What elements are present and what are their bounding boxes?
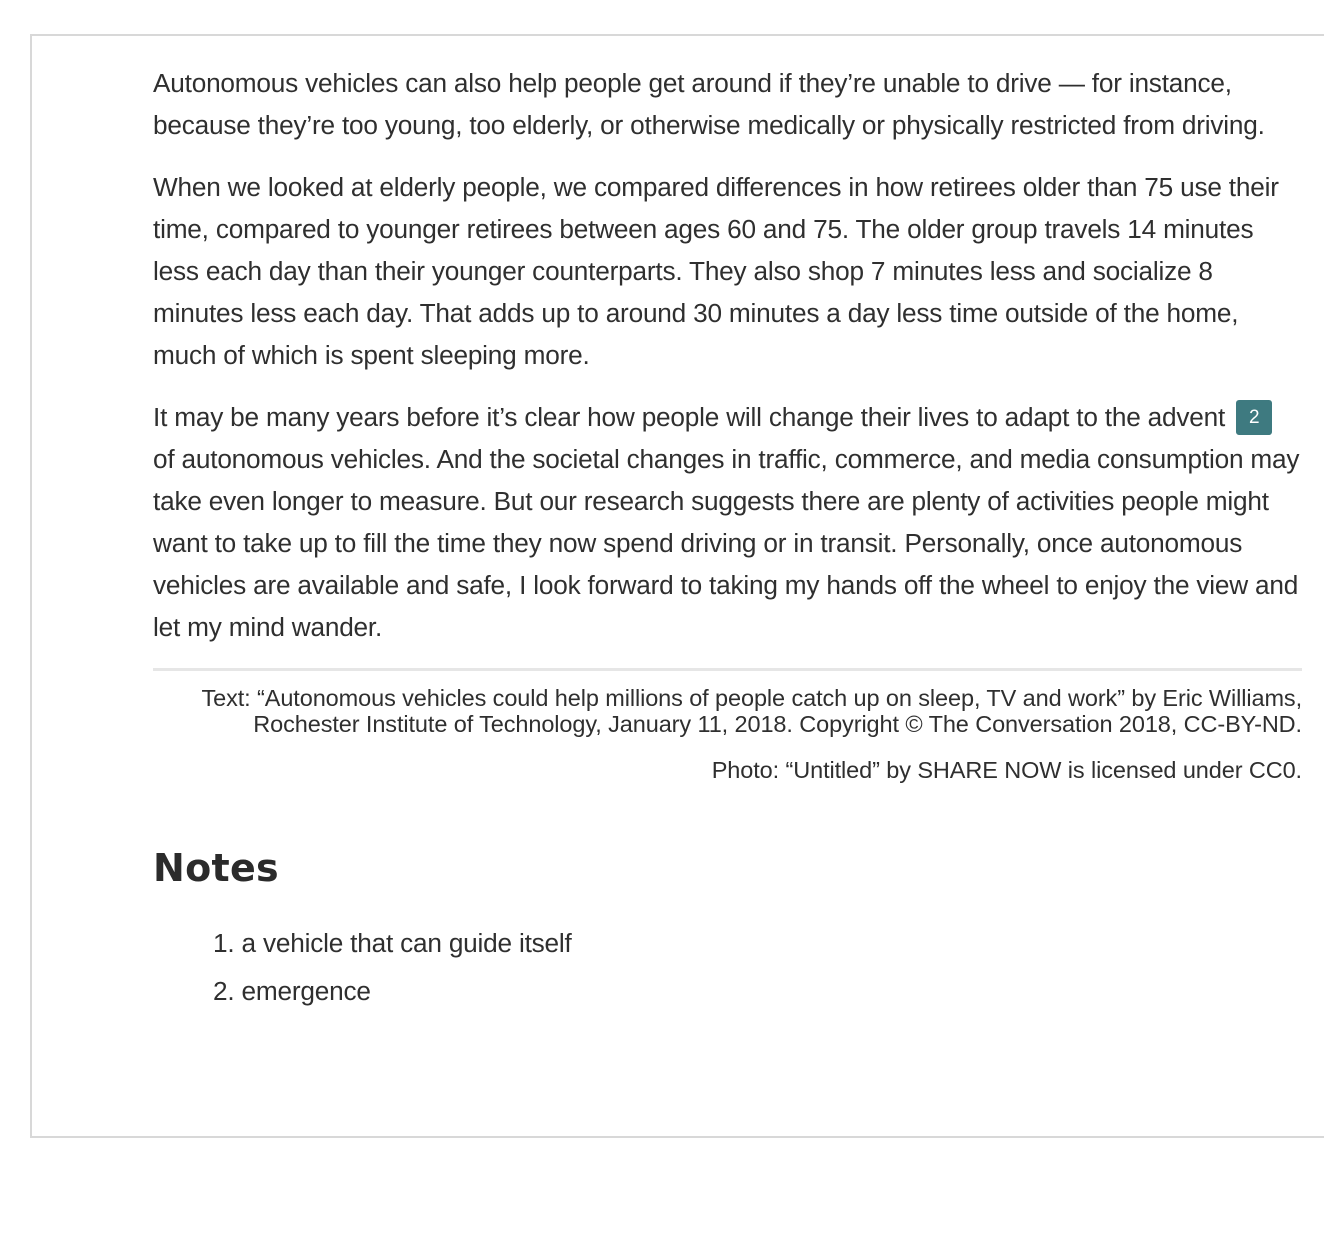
- note-text: emergence: [241, 976, 371, 1006]
- credits-divider: [153, 668, 1302, 671]
- article-paragraph-2: When we looked at elderly people, we compared differences in how retirees older than 75 use their time, compared to younger retirees between ages 60 and 75. The older group travels 14 minutes less each day than their younger counterparts. They also shop 7 minutes less and socialize 8 minutes less each day. That adds up to around 30 minutes a day less time outside of the home, much of which is spent sleeping more.: [153, 172, 1279, 370]
- paragraph-text-before-marker: It may be many years before it’s clear how people will change their lives to adapt to the advent: [153, 402, 1226, 432]
- text-credit: Text: “Autonomous vehicles could help millions of people catch up on sleep, TV and work” by Eric Williams, Rochester Institute of Technology, January 11, 2018. Copyright © The Conversation 2018, CC-BY-ND.: [201, 685, 1302, 737]
- note-number: 1.: [213, 928, 235, 958]
- note-item: [213, 967, 1302, 1015]
- paragraph-text-after-marker: of autonomous vehicles. And the societal changes in traffic, commerce, and media consumption may take even longer to measure. But our research suggests there are plenty of activities people might want to take up to fill the time they now spend driving or in transit. Personally, once autonomous vehicles are available and safe, I look forward to taking my hands off the wheel to enjoy the view and let my mind wander.: [153, 444, 1300, 642]
- notes-list: [213, 919, 1302, 1015]
- reading-card: [30, 34, 1324, 1138]
- article-paragraph-3: [153, 396, 1302, 648]
- article-content: [153, 62, 1302, 1015]
- article-paragraph-1: Autonomous vehicles can also help people get around if they’re unable to drive — for instance, because they’re too young, too elderly, or otherwise medically or physically restricted from driving.: [153, 68, 1265, 140]
- notes-heading: Notes: [153, 846, 279, 890]
- footnote-marker-2[interactable]: 2: [1236, 400, 1272, 435]
- note-item: [213, 919, 1302, 967]
- note-number: 2.: [213, 976, 235, 1006]
- photo-credit: Photo: “Untitled” by SHARE NOW is licensed under CC0.: [711, 757, 1302, 783]
- note-text: a vehicle that can guide itself: [241, 928, 572, 958]
